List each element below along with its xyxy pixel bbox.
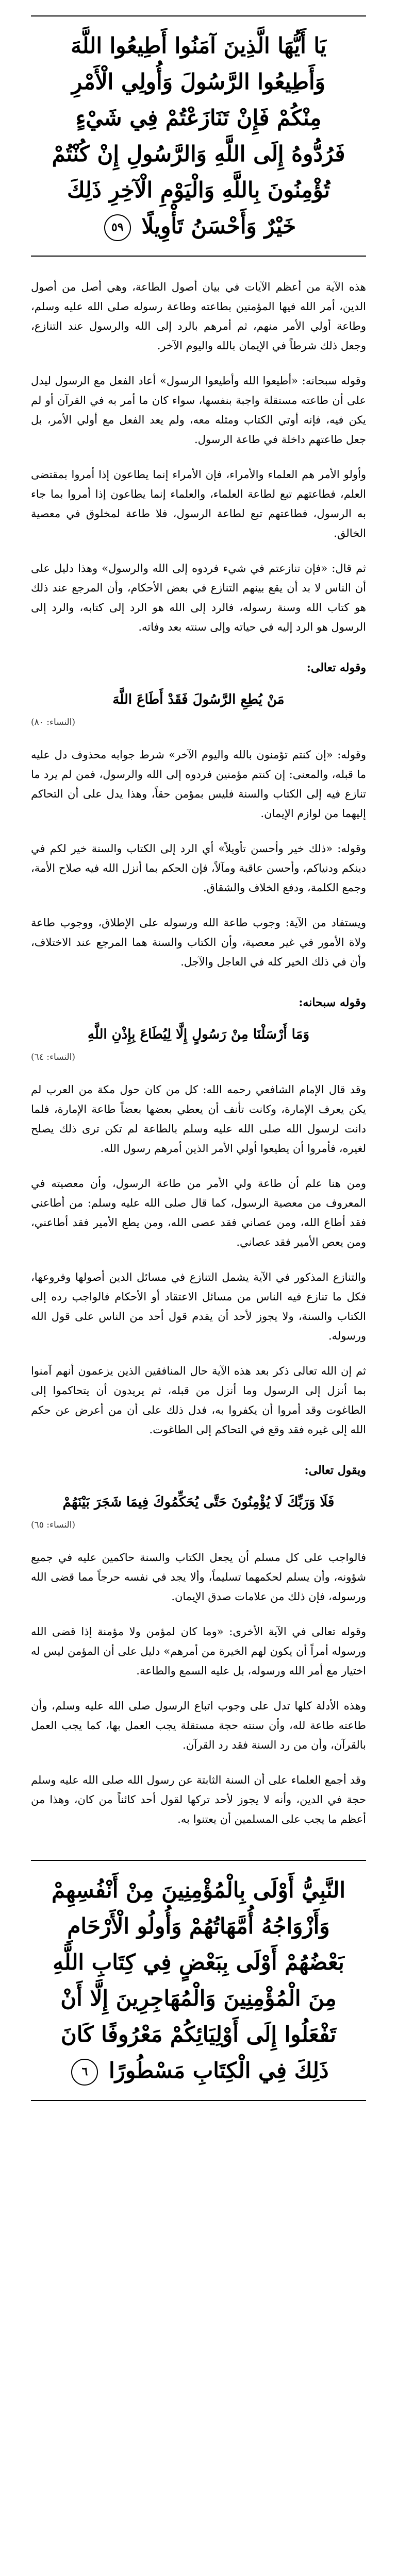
bottom-verse-box (31, 1860, 366, 2101)
paragraph: ويستفاد من الآية: وجوب طاعة الله ورسوله على الإطلاق، ووجوب طاعة ولاة الأمور في غير معصية، وأن الكتاب والسنة هما المرجع عند الاختلاف، وأن في ذلك الخير كله في العاجل والآجل. (31, 917, 366, 968)
section-label: ويقول تعالى: (304, 1464, 366, 1477)
top-verse-text: يَا أَيُّهَا الَّذِينَ آمَنُوا أَطِيعُوا اللَّهَ وَأَطِيعُوا الرَّسُولَ وَأُولِي الْأَمْرِ مِنْكُمْ فَإِنْ تَنَازَعْتُمْ فِي شَيْءٍ فَرُدُّوهُ إِلَى اللَّهِ وَالرَّسُولِ إِنْ كُنْتُمْ تُؤْمِنُونَ بِاللَّهِ وَالْيَوْمِ الْآخِرِ ذَلِكَ خَيْرٌ وَأَحْسَنُ تَأْوِيلًا (52, 33, 345, 239)
quote-reference: (النساء: ٦٥) (31, 1520, 76, 1530)
paragraph: ثم إن الله تعالى ذكر بعد هذه الآية حال المنافقين الذين يزعمون أنهم آمنوا بما أنزل إلى الرسول وما أنزل من قبله، ثم يريدون أن يتحاكموا إلى الطاغوت وقد أمروا أن يكفروا به، فدل ذلك على أن من أعرض عن حكم الله إلى غيره فقد وقع في التحاكم إلى الطاغوت. (31, 1365, 366, 1436)
section-label: وقوله سبحانه: (299, 996, 366, 1009)
top-verse-box (31, 15, 366, 257)
paragraph: هذه الآية من أعظم الآيات في بيان أصول الطاعة، وهي أصل من أصول الدين، أمر الله فيها المؤمنين بطاعته وطاعة رسوله صلى الله عليه وسلم، وطاعة أولي الأمر منهم، ثم أمرهم بالرد إلى الله والرسول عند التنازع، وجعل ذلك شرطاً في الإيمان بالله واليوم الآخر. (31, 281, 366, 352)
ayah-number-badge: ٥٩ (104, 214, 131, 241)
paragraph: وقوله سبحانه: «أطيعوا الله وأطيعوا الرسول» أعاد الفعل مع الرسول ليدل على أن طاعته مستقلة واجبة بنفسها، سواء كان ما أمر به في القرآن أو لم يكن فيه، فإنه أوتي الكتاب ومثله معه، ولم يعد الفعل مع أولي الأمر، بل جعل طاعتهم داخلة في طاعة الرسول. (31, 375, 366, 446)
quote-reference: (النساء: ٨٠) (31, 717, 76, 727)
paragraph: وقد قال الإمام الشافعي رحمه الله: كل من كان حول مكة من العرب لم يكن يعرف الإمارة، وكانت تأنف أن يعطي بعضها بعضاً طاعة الإمارة، فلما دانت لرسول الله صلى الله عليه وسلم بالطاعة لم تكن ترى ذلك يصلح لغيره، فأمروا أن يطيعوا أولي الأمر الذين أمرهم رسول الله. (31, 1083, 366, 1155)
paragraph: وهذه الأدلة كلها تدل على وجوب اتباع الرسول صلى الله عليه وسلم، وأن طاعته طاعة لله، وأن سنته حجة مستقلة يجب العمل بها، كما يجب العمل بالقرآن، وأن من رد السنة فقد رد القرآن. (31, 1700, 366, 1751)
paragraph: وقد أجمع العلماء على أن السنة الثابتة عن رسول الله صلى الله عليه وسلم حجة في الدين، وأنه لا يجوز لأحد تركها لقول أحد كائناً من كان، وهذا من أعظم ما يجب على المسلمين أن يعتنوا به. (31, 1774, 366, 1825)
section-label: وقوله تعالى: (306, 661, 366, 674)
ayah-number-badge: ٦ (71, 2059, 98, 2086)
paragraph: ومن هنا علم أن طاعة ولي الأمر من طاعة الرسول، وأن معصيته في المعروف من معصية الرسول، كما قال صلى الله عليه وسلم: من أطاعني فقد أطاع الله، ومن عصاني فقد عصى الله، ومن يطع الأمير فقد أطاعني، ومن يعص الأمير فقد عصاني. (31, 1177, 366, 1248)
quran-quote: فَلَا وَرَبِّكَ لَا يُؤْمِنُونَ حَتَّى يُحَكِّمُوكَ فِيمَا شَجَرَ بَيْنَهُمْ (62, 1495, 335, 1510)
bottom-verse-text: النَّبِيُّ أَوْلَى بِالْمُؤْمِنِينَ مِنْ أَنْفُسِهِمْ وَأَزْوَاجُهُ أُمَّهَاتُهُمْ وَأُولُو الْأَرْحَامِ بَعْضُهُمْ أَوْلَى بِبَعْضٍ فِي كِتَابِ اللَّهِ مِنَ الْمُؤْمِنِينَ وَالْمُهَاجِرِينَ إِلَّا أَنْ تَفْعَلُوا إِلَى أَوْلِيَائِكُمْ مَعْرُوفًا كَانَ ذَلِكَ فِي الْكِتَابِ مَسْطُورًا (52, 1877, 345, 2083)
quote-reference: (النساء: ٦٤) (31, 1052, 76, 1062)
quran-quote: وَمَا أَرْسَلْنَا مِنْ رَسُولٍ إِلَّا لِيُطَاعَ بِإِذْنِ اللَّهِ (87, 1027, 310, 1042)
paragraph: وقوله: «إن كنتم تؤمنون بالله واليوم الآخر» شرط جوابه محذوف دل عليه ما قبله، والمعنى: إن كنتم مؤمنين فردوه إلى الله والرسول، فمن لم يرد ما تنازع فيه إلى الكتاب والسنة فليس بمؤمن حقاً، وهذا يدل على أن التحاكم إليهما من لوازم الإيمان. (31, 749, 366, 820)
paragraph: وقوله تعالى في الآية الأخرى: «وما كان لمؤمن ولا مؤمنة إذا قضى الله ورسوله أمراً أن يكون لهم الخيرة من أمرهم» دليل على أن المؤمن ليس له اختيار مع أمر الله ورسوله، بل عليه السمع والطاعة. (31, 1625, 366, 1677)
quran-quote: مَنْ يُطِعِ الرَّسُولَ فَقَدْ أَطَاعَ اللَّهَ (112, 692, 285, 707)
paragraph: وأولو الأمر هم العلماء والأمراء، فإن الأمراء إنما يطاعون إذا أمروا بمقتضى العلم، فطاعتهم تبع لطاعة العلماء، والعلماء إنما يطاعون إذا أمروا بما جاء به الرسول، فطاعتهم تبع لطاعة الرسول، فلا طاعة لمخلوق في معصية الخالق. (31, 468, 366, 539)
paragraph: ثم قال: «فإن تنازعتم في شيء فردوه إلى الله والرسول» وهذا دليل على أن الناس لا بد أن يقع بينهم التنازع في بعض الأحكام، وأن المرجع عند ذلك هو كتاب الله وسنة رسوله، فالرد إلى الله هو الرد إلى كتابه، والرد إلى الرسول هو الرد إليه في حياته وإلى سنته بعد وفاته. (31, 562, 366, 633)
paragraph: فالواجب على كل مسلم أن يجعل الكتاب والسنة حاكمين عليه في جميع شؤونه، وأن يسلم لحكمهما تسليماً، وألا يجد في نفسه حرجاً مما قضى الله ورسوله، فإن ذلك من علامات صدق الإيمان. (31, 1551, 366, 1603)
paragraph: وقوله: «ذلك خير وأحسن تأويلاً» أي الرد إلى الكتاب والسنة خير لكم في دينكم ودنياكم، وأحسن عاقبة ومآلاً، فإن الحكم بما أنزل الله فيه صلاح الأمة، وجمع الكلمة، ودفع الخلاف والشقاق. (31, 842, 366, 894)
paragraph: والتنازع المذكور في الآية يشمل التنازع في مسائل الدين أصولها وفروعها، فكل ما تنازع فيه الناس من مسائل الاعتقاد أو الأحكام فالواجب رده إلى الكتاب والسنة، ولا يجوز لأحد أن يقدم قول أحد من الناس على قول الله ورسوله. (31, 1271, 366, 1342)
